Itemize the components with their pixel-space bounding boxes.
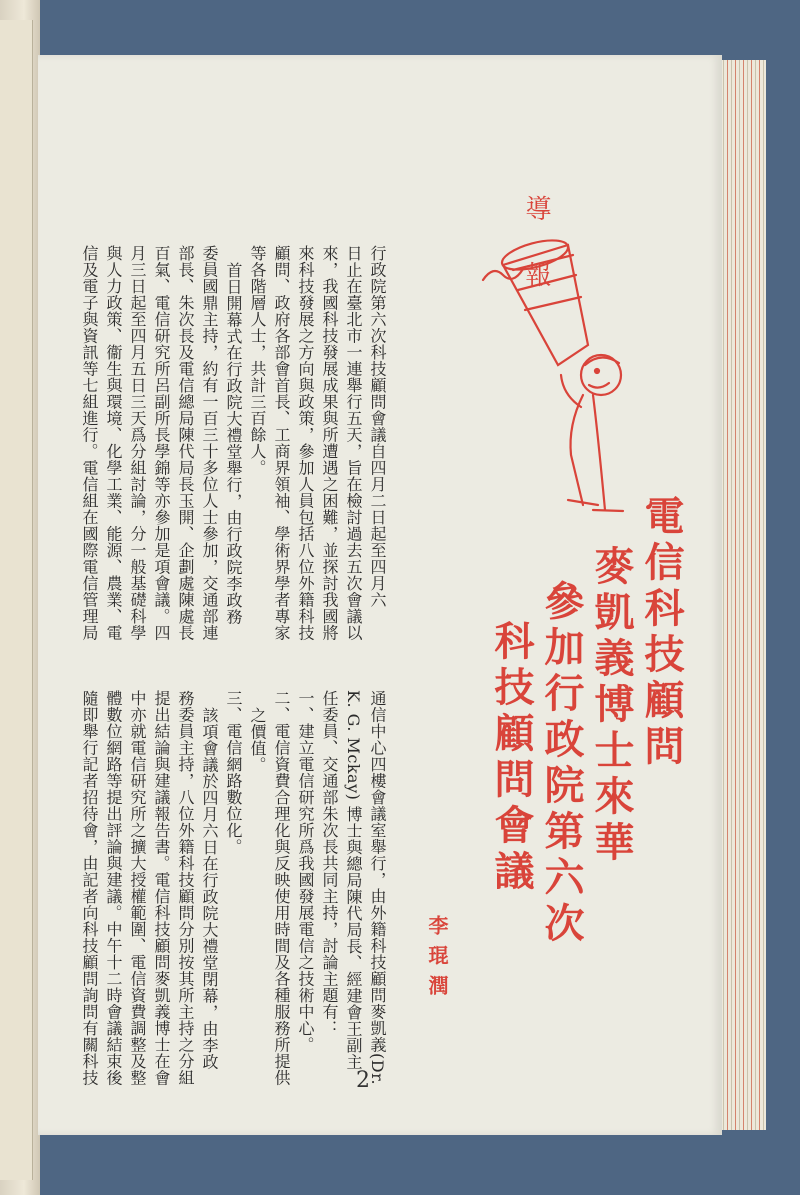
author-name: 李琨潤 [425,915,449,1005]
article-column: 委員國鼎主持，約有一百三十多位人士參加，交通部連 [200,245,219,641]
article-column: 務委員主持，八位外籍科技顧問分別按其所主持之分組 [176,690,195,1086]
title-line-2: 麥凱義博士來華 [588,545,635,867]
article-column: 與人力政策、衞生與環境、化學工業、能源、農業、電 [104,245,123,641]
article-column: 部長、朱次長及電信總局陳代局長玉開、企劃處陳處長 [176,245,195,641]
article-column: 一、建立電信研究所爲我國發展電信之技術中心。 [296,690,315,1053]
article-column: 月三日起至四月五日三天爲分組討論，分一般基礎科學 [128,245,147,641]
article-column: 三、電信網路數位化。 [224,690,243,855]
megaphone-mascot-illustration [473,225,643,525]
title-line-1: 電信科技顧問 [638,495,685,771]
article-column: 體數位網路等提出評論與建議。中午十二時會議結束後 [104,690,123,1086]
article-column: 隨即舉行記者招待會，由記者向科技顧問詢問有關科技 [80,690,99,1086]
report-label: 導報 [521,195,551,327]
previous-page-strip [0,20,33,1180]
article-column: 顧問、政府各部會首長、工商界領袖、學術界學者專家 [272,245,291,641]
title-line-4: 科技顧問會議 [488,620,535,896]
article-column: 之價值。 [248,707,267,773]
article-column: K. G. Mckay) 博士與總局陳代局長、經建會王副主 [344,690,363,1070]
article-column: 任委員、交通部朱次長共同主持，討論主題有： [320,690,339,1037]
article-column: 提出結論與建議報告書。電信科技顧問麥凱義博士在會 [152,690,171,1086]
article-column: 二、電信資費合理化與反映使用時間及各種服務所提供 [272,690,291,1086]
article-column: 信及電子與資訊等七組進行。電信組在國際電信管理局 [80,245,99,641]
page-number: 2 [356,1068,370,1093]
article-column: 首日開幕式在行政院大禮堂舉行，由行政院李政務 [224,262,243,625]
article-column: 百氣、電信研究所呂副所長學錦等亦參加是項會議。四 [152,245,171,641]
document-page [38,55,722,1135]
article-column: 日止在臺北市一連舉行五天，旨在檢討過去五次會議以 [344,245,363,641]
lower-article-block [68,690,388,1120]
upper-article-block [68,245,388,675]
article-column: 行政院第六次科技顧問會議自四月二日起至四月六 [368,245,387,608]
article-column: 來科技發展之方向與政策，參加人員包括八位外籍科技 [296,245,315,641]
article-column: 通信中心四樓會議室舉行，由外籍科技顧問麥凱義(Dr. [368,690,387,1086]
article-column: 該項會議於四月六日在行政院大禮堂閉幕，由李政 [200,707,219,1070]
article-column: 中亦就電信研究所之擴大授權範圍、電信資費調整及整 [128,690,147,1086]
article-column: 來，我國科技發展成果與所遭遇之困難，並探討我國將 [320,245,339,641]
article-column: 等各階層人士，共計三百餘人。 [248,245,267,476]
page-stack-edge [716,60,766,1130]
title-line-3: 參加行政院第六次 [538,580,585,948]
